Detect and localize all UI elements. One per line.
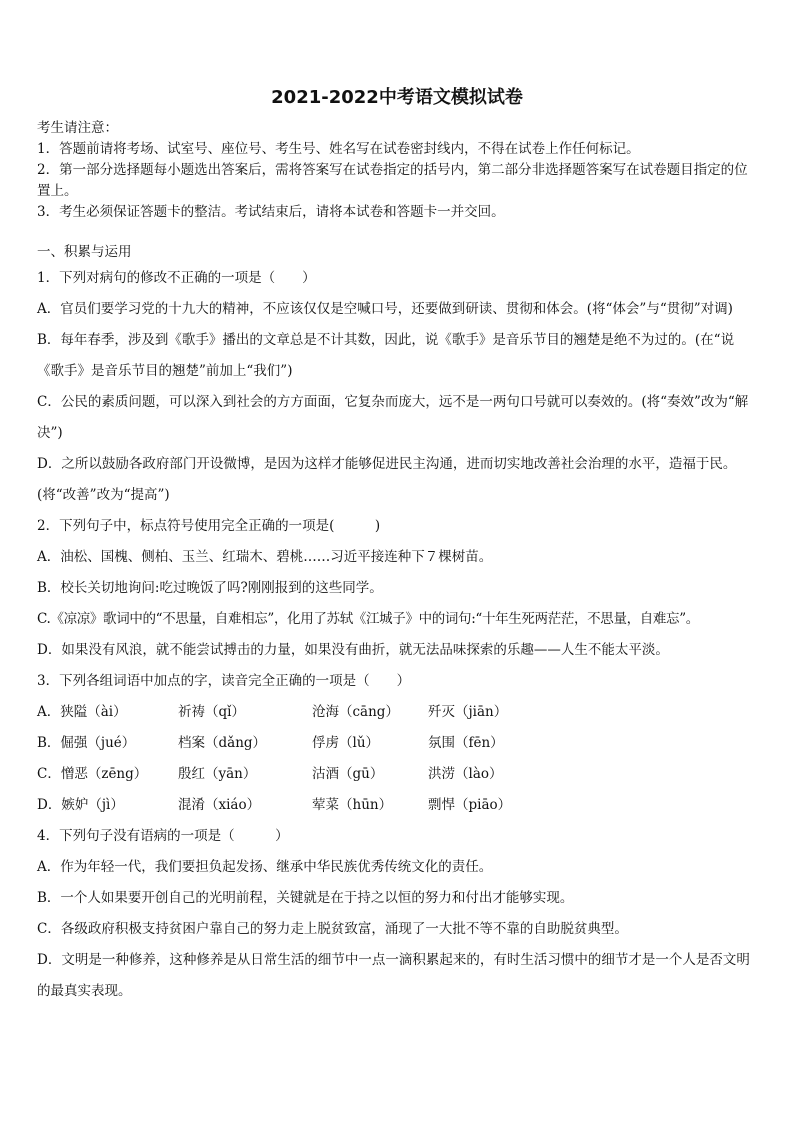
option-b: B．校长关切地询问:吃过晚饭了吗?刚刚报到的这些同学。 bbox=[37, 580, 383, 596]
option-row-c bbox=[37, 759, 759, 790]
option-word: 祈祷（qǐ） bbox=[178, 704, 245, 720]
option-word: A．狭隘（ài） bbox=[37, 704, 127, 720]
option-row-a bbox=[37, 697, 759, 728]
option-word: 剽悍（piāo） bbox=[428, 797, 512, 813]
question-3 bbox=[37, 666, 759, 821]
question-stem: 3．下列各组词语中加点的字，读音完全正确的一项是（ ） bbox=[37, 673, 411, 689]
option-d: D．文明是一种修养，这种修养是从日常生活的细节中一点一滴积累起来的，有时生活习惯中的细节才是一个人是否文明的最真实表现。 bbox=[37, 952, 750, 999]
notice-item: 1．答题前请将考场、试室号、座位号、考生号、姓名写在试卷密封线内，不得在试卷上作任何标记。 bbox=[37, 141, 640, 157]
section-heading: 一、积累与运用 bbox=[37, 244, 132, 260]
option-row-b bbox=[37, 728, 759, 759]
question-4 bbox=[37, 821, 759, 1007]
option-a: A．作为年轻一代，我们要担负起发扬、继承中华民族优秀传统文化的责任。 bbox=[37, 859, 493, 875]
option-d: D．之所以鼓励各政府部门开设微博，是因为这样才能够促进民主沟通，进而切实地改善社会治理的水平，造福于民。(将“改善”改为“提高”) bbox=[37, 456, 737, 503]
option-word: C．憎恶（zēng） bbox=[37, 766, 148, 782]
notice-item: 2．第一部分选择题每小题选出答案后，需将答案写在试卷指定的括号内，第二部分非选择题答案写在试卷题目指定的位置上。 bbox=[37, 162, 748, 199]
page-title: 2021-2022中考语文模拟试卷 bbox=[271, 87, 523, 108]
option-c: C．公民的素质问题，可以深入到社会的方方面面，它复杂而庞大，远不是一两句口号就可以奏效的。(将“奏效”改为“解决”) bbox=[37, 394, 749, 441]
option-word: 俘虏（lǔ） bbox=[312, 735, 380, 751]
option-word: B．倔强（jué） bbox=[37, 735, 136, 751]
option-word: 殷红（yān） bbox=[178, 766, 257, 782]
option-word: 氛围（fēn） bbox=[428, 735, 504, 751]
option-b: B．每年春季，涉及到《歌手》播出的文章总是不计其数，因此，说《歌手》是音乐节目的翘楚是绝不为过的。(在“说《歌手》是音乐节目的翘楚”前加上“我们”) bbox=[37, 332, 735, 379]
notice-heading: 考生请注意： bbox=[37, 120, 118, 136]
option-word: 荤菜（hūn） bbox=[312, 797, 393, 813]
option-word: 档案（dǎng） bbox=[178, 735, 267, 751]
option-row-d bbox=[37, 790, 759, 821]
question-stem: 1．下列对病句的修改不正确的一项是（ ） bbox=[37, 270, 316, 286]
notice-item: 3．考生必须保证答题卡的整洁。考试结束后，请将本试卷和答题卡一并交回。 bbox=[37, 204, 505, 220]
question-stem: 2．下列句子中，标点符号使用完全正确的一项是( ) bbox=[37, 518, 381, 534]
exam-content bbox=[37, 118, 759, 1007]
option-word: D．嫉妒（jì） bbox=[37, 797, 124, 813]
option-word: 混淆（xiáo） bbox=[178, 797, 261, 813]
option-a: A．官员们要学习党的十九大的精神，不应该仅仅是空喊口号，还要做到研读、贯彻和体会。(将“体会”与“贯彻”对调) bbox=[37, 301, 733, 317]
option-a: A．油松、国槐、侧柏、玉兰、红瑞木、碧桃……习近平接连种下７棵树苗。 bbox=[37, 549, 493, 565]
option-word: 沽酒（gū） bbox=[312, 766, 384, 782]
option-c: C．各级政府积极支持贫困户靠自己的努力走上脱贫致富，涌现了一大批不等不靠的自助脱贫典型。 bbox=[37, 921, 628, 937]
notice-block bbox=[37, 118, 759, 223]
option-word: 歼灭（jiān） bbox=[428, 704, 508, 720]
option-word: 沧海（cāng） bbox=[312, 704, 399, 720]
option-c: C.《凉凉》歌词中的“不思量，自难相忘”，化用了苏轼《江城子》中的词句:“十年生死两茫茫，不思量，自难忘”。 bbox=[37, 611, 699, 627]
question-2 bbox=[37, 511, 759, 666]
option-b: B．一个人如果要开创自己的光明前程，关键就是在于持之以恒的努力和付出才能够实现。 bbox=[37, 890, 574, 906]
option-word: 洪涝（lào） bbox=[428, 766, 503, 782]
question-1 bbox=[37, 263, 759, 511]
option-d: D．如果没有风浪，就不能尝试搏击的力量，如果没有曲折，就无法品味探索的乐趣——人生不能太平淡。 bbox=[37, 642, 669, 658]
question-stem: 4．下列句子没有语病的一项是（ ） bbox=[37, 828, 289, 844]
